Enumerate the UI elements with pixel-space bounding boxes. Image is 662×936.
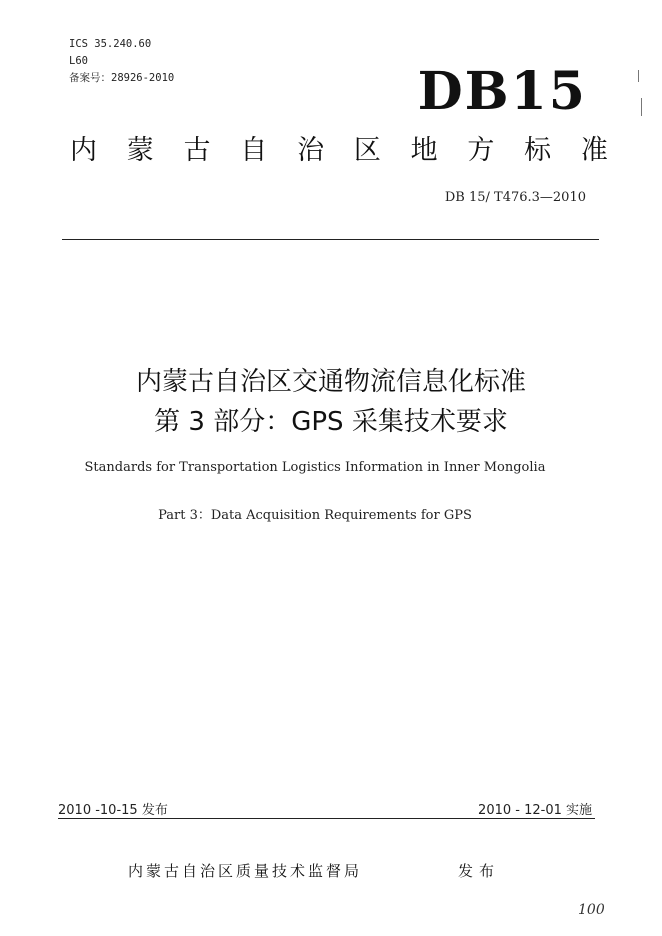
standard-type-char: 地 <box>410 135 438 166</box>
standard-type-char: 内 <box>70 135 97 166</box>
issued-label: 发布 <box>458 862 501 880</box>
standard-type-char: 准 <box>580 135 608 166</box>
standard-type-char: 方 <box>467 135 495 166</box>
title-chinese-line-1: 内蒙古自治区交通物流信息化标准 <box>135 367 526 397</box>
standard-number: DB 15/ T476.3—2010 <box>444 190 586 205</box>
classification-code: L60 <box>69 55 88 67</box>
title-chinese-line-2: 第 3 部分：GPS 采集技术要求 <box>154 407 508 437</box>
standard-type-char: 区 <box>353 135 381 166</box>
standard-type-char: 自 <box>240 135 268 166</box>
title-english: Standards for Transportation Logistics Information in Inner Mongolia <box>84 460 546 475</box>
standard-type-char: 治 <box>297 135 325 166</box>
ics-number: ICS 35.240.60 <box>69 38 152 50</box>
issue-date: 2010 -10-15 发布 <box>58 803 168 818</box>
implementation-date: 2010 - 12-01 实施 <box>478 803 592 818</box>
record-number: 备案号：28926-2010 <box>69 72 175 84</box>
standard-type-heading <box>70 133 608 169</box>
standard-type-char: 蒙 <box>126 135 154 166</box>
standard-type-char: 标 <box>524 135 552 166</box>
footer-divider <box>58 818 595 819</box>
scan-margin-mark <box>638 70 639 82</box>
header-divider <box>62 239 599 240</box>
scan-margin-mark <box>641 98 642 116</box>
part-title-english: Part 3：Data Acquisition Requirements for GPS <box>158 508 472 523</box>
standard-type-char: 古 <box>183 135 211 166</box>
handwritten-page-note: 100 <box>578 902 605 918</box>
issuing-authority: 内蒙古自治区质量技术监督局 <box>128 862 363 880</box>
standard-code-logo: DB15 <box>417 61 587 122</box>
